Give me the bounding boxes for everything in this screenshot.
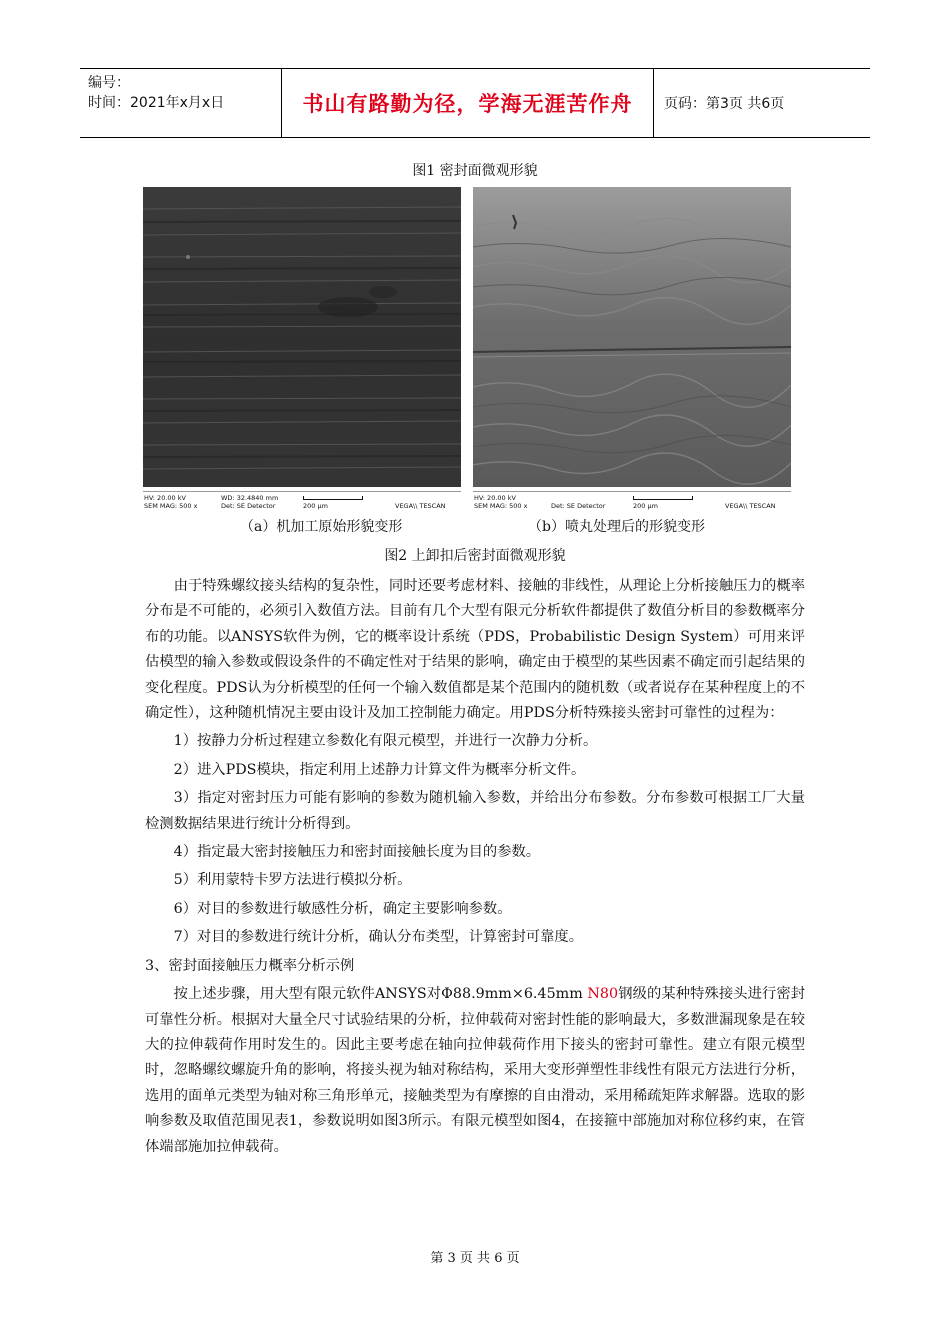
paragraph-pds-intro: 由于特殊螺纹接头结构的复杂性，同时还要考虑材料、接触的非线性，从理论上分析接触压力的概率分布是不可能的，必须引入数值方法。目前有几个大型有限元分析软件都提供了数值分析目的参数概率分布的功能。以ANSYS软件为例，它的概率设计系统（PDS，Probabilistic Design System）可用来评估模型的输入参数或假设条件的不确定性对于结果的影响，确定由于模型的某些因素不确定而引起结果的变化程度。PDS认为分析模型的任何一个输入数值都是某个范围内的随机数（或者说存在某种程度上的不确定性），这种随机情况主要由设计及加工控制能力确定。用PDS分析特殊接头密封可靠性的过程为： (145, 578, 805, 722)
header-motto: 书山有路勤为径，学海无涯苦作舟 (282, 69, 654, 137)
document-number-label: 编号： (88, 75, 130, 91)
sem-a-hv: HV: 20.00 kV (144, 494, 186, 502)
sem-b-scale: 200 μm (633, 502, 658, 510)
step-3: 3）指定对密封压力可能有影响的参数为随机输入参数，并给出分布参数。分布参数可根据工厂大量检测数据结果进行统计分析得到。 (145, 790, 805, 832)
figure1-caption: 图1 密封面微观形貌 (412, 163, 538, 179)
sem-a-brand: VEGA\\ TESCAN (395, 502, 446, 510)
sem-image-a (143, 187, 461, 509)
sem-a-wd: WD: 32.4840 mm (221, 494, 279, 502)
paragraph-example (145, 982, 805, 1160)
document-date: 时间：2021年x月x日 (88, 95, 225, 111)
header-page-number: 页码：第3页 共6页 (664, 96, 785, 112)
subfigure-a-caption: （a）机加工原始形貌变形 (240, 519, 403, 535)
sem-b-detector: Det: SE Detector (551, 502, 606, 510)
figure2-caption: 图2 上卸扣后密封面微观形貌 (384, 548, 566, 564)
sem-photo-shot-peened (473, 187, 791, 487)
sem-info-bar-b (473, 491, 791, 514)
paragraph-example-start: 按上述步骤，用大型有限元软件ANSYS对Φ88.9mm×6.45mm (173, 986, 588, 1003)
sem-b-hv: HV: 20.00 kV (474, 494, 516, 502)
section-heading: 3、密封面接触压力概率分析示例 (145, 957, 355, 974)
sem-a-mag: SEM MAG: 500 x (144, 502, 198, 510)
page-header (80, 68, 870, 138)
sem-image-b (473, 187, 791, 509)
sem-a-detector: Det: SE Detector (221, 502, 276, 510)
step-1: 1）按静力分析过程建立参数化有限元模型，并进行一次静力分析。 (173, 733, 598, 750)
subfigure-b-caption: （b）喷丸处理后的形貌变形 (528, 519, 705, 535)
step-7: 7）对目的参数进行统计分析，确认分布类型，计算密封可靠度。 (173, 929, 583, 946)
page-footer: 第 3 页 共 6 页 (430, 1251, 520, 1266)
paragraph-example-rest: 钢级的某种特殊接头进行密封可靠性分析。根据对大量全尺寸试验结果的分析，拉伸载荷对密封性能的影响最大，多数泄漏现象是在较大的拉伸载荷作用时发生的。因此主要考虑在轴向拉伸载荷作用下接头的密封可靠性。建立有限元模型时，忽略螺纹螺旋升角的影响，将接头视为轴对称结构，采用大变形弹塑性非线性有限元方法进行分析，选用的面单元类型为轴对称三角形单元，接触类型为有摩擦的自由滑动，采用稀疏矩阵求解器。选取的影响参数及取值范围见表1，参数说明如图3所示。有限元模型如图4，在接箍中部施加对称位移约束，在管体端部施加拉伸载荷。 (145, 986, 806, 1155)
header-meta (80, 69, 282, 137)
step-5: 5）利用蒙特卡罗方法进行模拟分析。 (173, 872, 412, 889)
body-text (145, 574, 805, 1160)
sem-info-bar-a (143, 491, 461, 514)
sem-b-scale-bar (633, 496, 693, 500)
steel-grade-highlight: N80 (587, 986, 619, 1003)
step-4: 4）指定最大密封接触压力和密封面接触长度为目的参数。 (173, 844, 541, 861)
step-2: 2）进入PDS模块，指定利用上述静力计算文件为概率分析文件。 (173, 761, 586, 778)
sem-a-scale-bar (303, 496, 363, 500)
sem-b-brand: VEGA\\ TESCAN (725, 502, 776, 510)
sem-photo-machined (143, 187, 461, 487)
sem-b-mag: SEM MAG: 500 x (474, 502, 528, 510)
sem-a-scale: 200 μm (303, 502, 328, 510)
step-6: 6）对目的参数进行敏感性分析，确定主要影响参数。 (173, 900, 512, 917)
